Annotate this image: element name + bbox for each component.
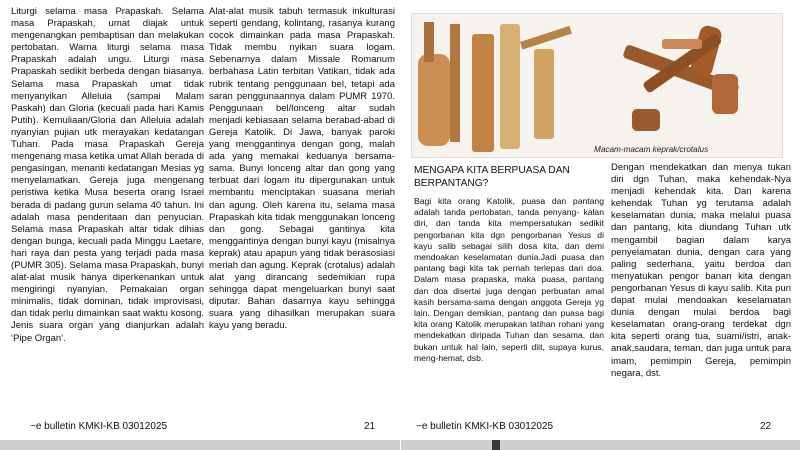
right-column-text (611, 162, 791, 380)
page-number-right: 22 (760, 421, 772, 432)
paragraph-fasting-meaning: Bagi kita orang Katolik, puasa dan pantang adalah tanda pertobatan, tanda penyang- kalan diri, dan tanda kita mempersatukan sedikit pengorbanan kita dgn pengorbanan Yesus di kayu salib sebagai silih dosa kita, dan demi mendoakan keselamatan dunia.Jadi puasa dan pantang bagi kita tak pernah terlepas dari doa. Dalam masa prapaska, maka puasa, pantang dan doa disertai juga dengan perbuatan amal kasih bersama-sama dengan anggota Gereja yg lain. Dengan demikian, pantang dan puasa bagi kita orang Katolik merupakan latihan rohani yang mendekatkan diripada Tuhan dan sesama, dan bukan untuk hal lain, seperti diit, supaya kurus, meng-hemat, dsb. (414, 196, 604, 363)
section-heading: MENGAPA KITA BERPUASA DAN BERPANTANG? (414, 165, 570, 189)
paragraph-musical-instruments: Alat-alat musik tabuh termasuk inkulturasi seperti gendang, kolintang, rasanya kurang cocok dimainkan pada masa Prapaskah. Tidak membu nyikan suara logam. Sebenarnya dalam Missale Romanum berbahasa Latin terbitan Vatikan, tidak ada rubrik tentang penggunaan bel, tetapi ada saran penggunaannya dalam PUMR 1970. Penggunaan bel/lonceng altar sudah menjadi kebiasaan selama berabad-abad di Gereja Katolik. Di Jawa, banyak paroki yang menggantinya dengan gong, malah ada yang memakai keduanya bersama-sama. Bunyi lonceng altar dan gong yang terbuat dari logam itu dipergunakan untuk membantu menciptakan suasana meriah dan agung. Oleh karena itu, selama masa Prapaskah kita tidak menggunakan lonceng dan gong. Sebagai gantinya kita menggantinya dengan bunyi kayu (misalnya keprak) atau apapun yang tidak berasosiasi meriah dan agung. Keprak (crotalus) adalah alat yang dirancang sedemikian rupa sehingga dapat mengeluarkan bunyi saat diputar. Bahan dasarnya kayu sehingga suara yang dihasilkan merupakan suara kayu yang beradu. (209, 6, 395, 332)
left-column-text (414, 164, 604, 364)
footer-bar-left (0, 440, 400, 450)
page-22 (400, 0, 800, 450)
left-column-text (11, 6, 204, 345)
photo-caption: Macam-macam keprak/crotalus (594, 145, 709, 154)
paragraph-unity-with-god: Dengan mendekatkan dan menya tukan diri dgn Tuhan, maka kehendak-Nya menjadi kehendak kita. Dan karena kehendak Tuhan yg terutama adalah keselamatan dunia, maka melalui puasa dan pantang, kita diundang Tuhan utk mengambil bagian dalam karya penyelamatan dunia, dengan cara yang paling sederhana, yaitu berdoa dan menyatukan pengor banan kita dengan pengorbanan Yesus di kayu salib. Kita pun dapat mulai mendoakan keselamatan dunia dengan mulai berdoa bagi keselamatan orang-orang terdekat dgn kita seperti orang tua, suami/istri, anak-anak,saudara, teman, dan juga untuk para imam, pemimpin Gereja, pemimpin negara, dst. (611, 162, 791, 379)
footer-bar-right (401, 440, 800, 450)
right-column-text (209, 6, 395, 333)
crotalus-illustration (412, 14, 782, 157)
footer-bulletin: ~e bulletin KMKI-KB 03012025 (30, 421, 168, 432)
page-number-left: 21 (364, 421, 376, 432)
footer-bar-marker (492, 440, 500, 450)
paragraph-prapaskah-liturgy: Liturgi selama masa Prapaskah. Selama masa Prapaskah, umat diajak untuk mengenangkan pembaptisan dan melakukan pertobatan. Warna liturgi selama masa Prapaskah adalah ungu. Liturgi masa Prapaskah sedikit berbeda dengan biasanya. Selama masa Prapaskah umat tidak menyanyikan Alleluia (sampai Malam Paskah) dan Gloria (kecuali pada hari Kamis Putih). Kemuliaan/Gloria dan Alleluia adalah nyanyian pujian utk merayakan kedatangan Tuhan. Pada masa Prapaskah Gereja mengenang masa ketika umat Allah berada di pengasingan, menanti kedatangan Mesias yg menyelamatkan. Gereja juga mengenang peristiwa ketika Musa beserta orang Israel berada di padang gurun selama 40 tahun. Ini adalah masa penderitaan dan penyucian. Selama masa Prapaskah altar tidak dihias dengan bunga, kecuali pada Minggu Laetare, hari raya dan pesta yang terjadi pada masa (PUMR 305). Selama masa Prapaskah, bunyi alat-alat musik hanya diperkenankan untuk mengiringi nyanyian. Pemakaian organ minimalis, tidak dominan, tidak improvisasi, dan tidak perlu dimainkan saat waktu kosong. Jenis suara organ yang dianjurkan adalah ‘Pipe Organ’. (11, 6, 204, 344)
keprak-photo (411, 13, 783, 158)
footer-bulletin: ~e bulletin KMKI-KB 03012025 (416, 421, 554, 432)
